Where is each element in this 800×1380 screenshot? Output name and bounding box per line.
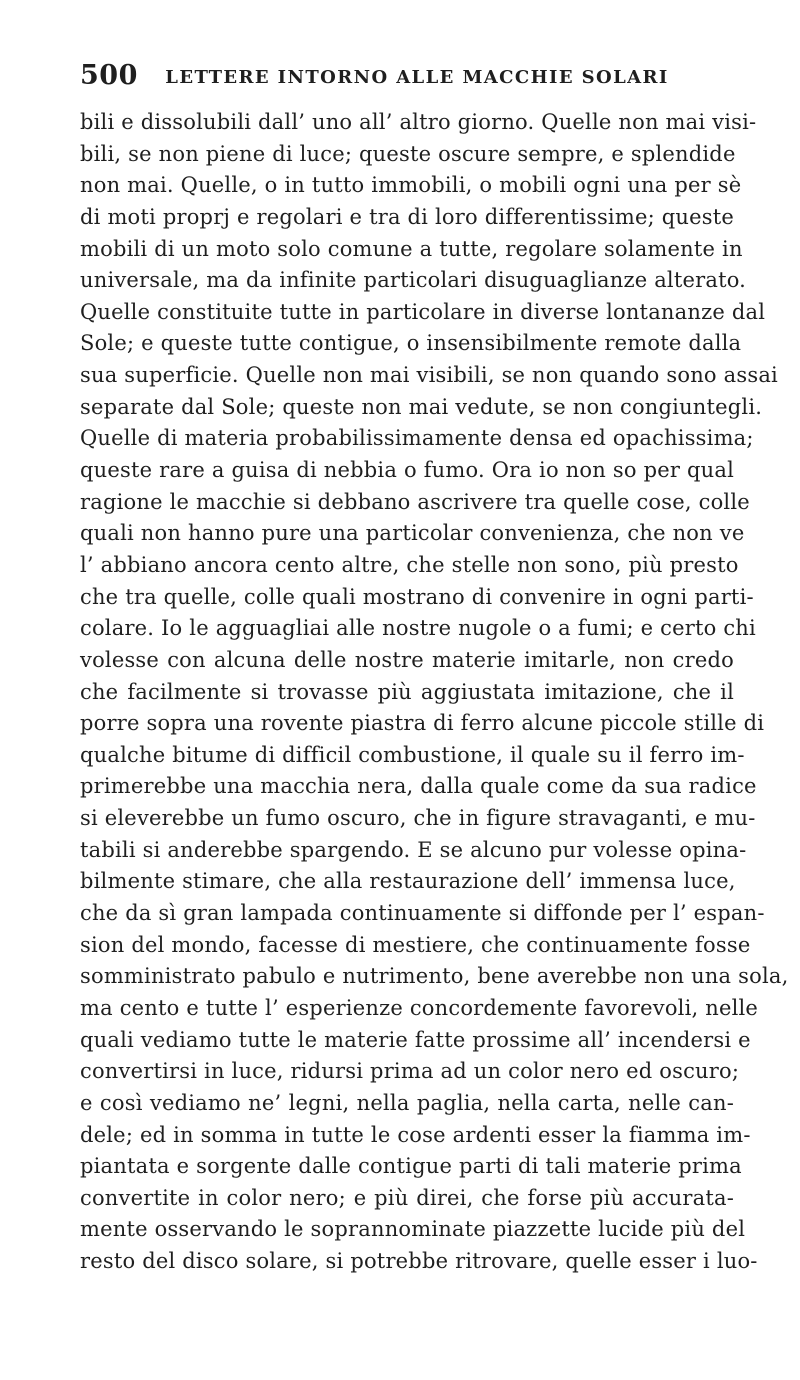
text-line: colare. Io le agguagliai alle nostre nugole o a fumi; e certo chi	[80, 616, 756, 641]
text-line: tabili si anderebbe spargendo. E se alcuno pur volesse opina-	[80, 837, 747, 862]
text-line: che facilmente si trovasse più aggiustata imitazione, che il	[80, 679, 734, 704]
text-line: sua superficie. Quelle non mai visibili, se non quando sono assai	[80, 363, 778, 388]
text-line: bili, se non piene di luce; queste oscure sempre, e splendide	[80, 141, 736, 166]
text-line: di moti proprj e regolari e tra di loro differentissime; queste	[80, 204, 734, 229]
text-line: si eleverebbe un fumo oscuro, che in figure stravaganti, e mu-	[80, 806, 756, 831]
body-text	[80, 107, 789, 1278]
text-line: non mai. Quelle, o in tutto immobili, o mobili ogni una per sè	[80, 173, 742, 198]
text-line: convertirsi in luce, ridursi prima ad un color nero ed oscuro;	[80, 1059, 740, 1084]
text-line: mente osservando le soprannominate piazzette lucide più del	[80, 1217, 746, 1242]
text-line: ma cento e tutte l’ esperienze concordemente favorevoli, nelle	[80, 995, 759, 1020]
page-header	[80, 60, 734, 96]
text-line: e così vediamo ne’ legni, nella paglia, nella carta, nelle can-	[80, 1090, 734, 1115]
text-line: dele; ed in somma in tutte le cose ardenti esser la fiamma im-	[80, 1122, 751, 1147]
text-line: Quelle constituite tutte in particolare in diverse lontananze dal	[80, 299, 766, 324]
running-title: LETTERE INTORNO ALLE MACCHIE SOLARI	[165, 67, 669, 88]
text-line: ragione le macchie si debbano ascrivere tra quelle cose, colle	[80, 489, 750, 514]
text-line: l’ abbiano ancora cento altre, che stelle non sono, più presto	[80, 552, 739, 577]
text-line: quali vediamo tutte le materie fatte prossime all’ incendersi e	[80, 1027, 751, 1052]
text-line: convertite in color nero; e più direi, che forse più accurata-	[80, 1185, 734, 1210]
page-number: 500	[80, 60, 138, 91]
text-line: primerebbe una macchia nera, dalla quale come da sua radice	[80, 774, 757, 799]
text-line: quali non hanno pure una particolar convenienza, che non ve	[80, 521, 745, 546]
text-line: che tra quelle, colle quali mostrano di convenire in ogni parti-	[80, 584, 754, 609]
text-line: mobili di un moto solo comune a tutte, regolare solamente in	[80, 236, 743, 261]
text-line: qualche bitume di difficil combustione, il quale su il ferro im-	[80, 742, 745, 767]
text-line: somministrato pabulo e nutrimento, bene averebbe non una sola,	[80, 964, 789, 989]
text-line: bili e dissolubili dall’ uno all’ altro giorno. Quelle non mai visi-	[80, 110, 757, 134]
text-line: bilmente stimare, che alla restaurazione dell’ immensa luce,	[80, 869, 736, 894]
text-line: Quelle di materia probabilissimamente densa ed opachissima;	[80, 426, 754, 451]
text-line: sion del mondo, facesse di mestiere, che continuamente fosse	[80, 932, 751, 957]
text-line: piantata e sorgente dalle contigue parti di tali materie prima	[80, 1154, 742, 1179]
text-line: queste rare a guisa di nebbia o fumo. Ora io non so per qual	[80, 458, 734, 483]
text-line: porre sopra una rovente piastra di ferro alcune piccole stille di	[80, 711, 765, 736]
text-line: Sole; e queste tutte contigue, o insensibilmente remote dalla	[80, 331, 742, 356]
text-line: resto del disco solare, si potrebbe ritrovare, quelle esser i luo-	[80, 1249, 758, 1274]
text-line: universale, ma da infinite particolari disuguaglianze alterato.	[80, 268, 747, 293]
text-line: separate dal Sole; queste non mai vedute, se non congiuntegli.	[80, 394, 763, 419]
text-line: che da sì gran lampada continuamente si diffonde per l’ espan-	[80, 901, 765, 926]
text-line: volesse con alcuna delle nostre materie imitarle, non credo	[80, 647, 734, 672]
